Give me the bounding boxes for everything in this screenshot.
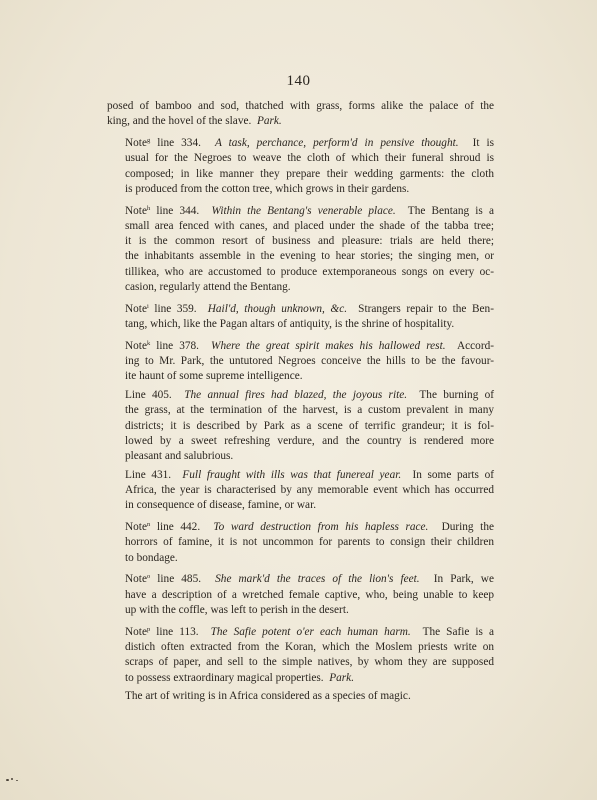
text-line: The art of writing is in Africa considered as a species of magic. — [125, 690, 411, 703]
text-line: Note$^k$ line 378. Where the great spirit makes his hallowed rest. Accord- — [125, 339, 494, 352]
text-line: Note$^h$ line 344. Within the Bentang's venerable place. The Bentang is a — [125, 204, 494, 217]
text-line: pleasant and salubrious. — [125, 450, 234, 463]
text-line: ing to Mr. Park, the untutored Negroes conceive the hills to be the favour- — [125, 355, 494, 368]
quoted-verse: Full fraught with ills was that funereal year. — [182, 468, 402, 481]
text-line: usual for the Negroes to weave the cloth of which their funeral shroud is — [125, 152, 494, 165]
text-line: horrors of famine, it is not uncommon for parents to consign their children — [125, 536, 494, 549]
quoted-verse: Hail'd, though unknown, &c. — [207, 302, 348, 315]
note-paragraph — [107, 569, 494, 618]
text-line: Note$^i$ line 359. Hail'd, though unknown, &c. Strangers repair to the Ben- — [125, 302, 494, 315]
text-line: small area fenced with canes, and placed under the shade of the tabba tree; — [125, 219, 494, 232]
quoted-verse: The annual fires had blazed, the joyous rite. — [184, 389, 408, 401]
author-attribution: Park. — [329, 671, 355, 684]
text-line: tang, which, like the Pagan altars of antiquity, is the shrine of hospitality. — [125, 318, 455, 331]
text-line: districts; it is described by Park as a scene of terrific grandeur; it is fol- — [125, 419, 494, 432]
text-line: to bondage. — [125, 551, 178, 564]
note-label: Note$^o$ — [125, 573, 151, 586]
note-paragraph — [107, 336, 494, 385]
closing-paragraph — [107, 689, 494, 704]
note-paragraph — [107, 133, 494, 197]
text-line: the inhabitants assemble in the evening to hear stories; the singing men, or — [125, 250, 494, 263]
note-paragraph — [107, 388, 494, 464]
text-line: lowed by a sweet refreshing verdure, and the country is rendered more — [125, 434, 494, 447]
note-label: Note$^h$ — [125, 204, 151, 217]
note-label: Note$^i$ — [125, 302, 149, 315]
text-line: in consequence of disease, famine, or war. — [125, 499, 317, 512]
note-paragraph — [107, 517, 494, 566]
line-reference: line 344. — [156, 204, 200, 217]
text-line: Note$^p$ line 113. The Safie potent o'er each human harm. The Safie is a — [125, 625, 494, 638]
line-reference: line 113. — [156, 625, 199, 638]
note-label: Note$^p$ — [125, 625, 151, 638]
text-line: Note$^g$ line 334. A task, perchance, perform'd in pensive thought. It is — [125, 136, 494, 149]
quoted-verse: A task, perchance, perform'd in pensive thought. — [214, 136, 459, 149]
line-reference: line 359. — [154, 302, 197, 315]
line-reference: line 442. — [156, 521, 201, 534]
text-line: Line 431. Full fraught with ills was that funereal year. In some parts of — [125, 468, 494, 481]
text-line: Africa, the year is characterised by any memorable event which has occurred — [125, 484, 494, 497]
paragraph-continuation — [107, 99, 494, 130]
note-label: Note$^g$ — [125, 136, 151, 149]
text-line: distich often extracted from the Koran, which the Moslem priests write on — [125, 641, 494, 654]
text-line: tillikea, who are accustomed to produce extemporaneous songs on every oc- — [125, 265, 494, 278]
line-reference: Line 431. — [125, 468, 172, 481]
quoted-verse: Where the great spirit makes his hallowed rest. — [211, 339, 446, 352]
quoted-verse: The Safie potent o'er each human harm. — [210, 625, 411, 638]
text-line: is produced from the cotton tree, which grows in their gardens. — [125, 182, 410, 195]
text-line: scraps of paper, and sell to the simple natives, by whom they are supposed — [125, 656, 494, 669]
quoted-verse: To ward destruction from his hapless race. — [213, 521, 429, 534]
note-paragraph — [107, 299, 494, 333]
text-line: to possess extraordinary magical properties. Park. — [125, 671, 355, 684]
note-label: Note$^n$ — [125, 521, 151, 534]
quoted-verse: Within the Bentang's venerable place. — [211, 204, 396, 217]
text-line: up with the coffle, was left to perish in the desert. — [125, 604, 349, 617]
notes-text-block — [107, 99, 494, 705]
note-label: Note$^k$ — [125, 339, 151, 352]
paper-specks — [6, 778, 20, 782]
text-line: casion, regularly attend the Bentang. — [125, 281, 291, 294]
text-line: posed of bamboo and sod, thatched with grass, forms alike the palace of the — [107, 100, 494, 112]
text-line: king, and the hovel of the slave. Park. — [107, 115, 282, 128]
quoted-verse: She mark'd the traces of the lion's feet. — [215, 573, 420, 586]
note-paragraph — [107, 468, 494, 514]
note-paragraph — [107, 622, 494, 686]
text-line: ite haunt of some supreme intelligence. — [125, 370, 303, 383]
page-number: 140 — [286, 73, 311, 89]
line-reference: line 485. — [157, 573, 202, 586]
line-reference: line 378. — [156, 339, 199, 352]
text-line: composed; in like manner they prepare their wedding garments: the cloth — [125, 167, 494, 180]
text-line: it is the common resort of business and pleasure: trials are held there; — [125, 235, 494, 248]
line-reference: Line 405. — [125, 389, 172, 401]
line-reference: line 334. — [157, 136, 201, 149]
text-line: the grass, at the termination of the harvest, is a custom prevalent in many — [125, 404, 494, 417]
text-line: Note$^o$ line 485. She mark'd the traces of the lion's feet. In Park, we — [125, 573, 494, 586]
note-paragraph — [107, 201, 494, 296]
text-line: have a description of a wretched female captive, who, being unable to keep — [125, 588, 494, 601]
text-line: Line 405. The annual fires had blazed, the joyous rite. The burning of — [125, 389, 495, 401]
text-line: Note$^n$ line 442. To ward destruction from his hapless race. During the — [125, 521, 494, 534]
author-attribution: Park. — [256, 115, 282, 128]
